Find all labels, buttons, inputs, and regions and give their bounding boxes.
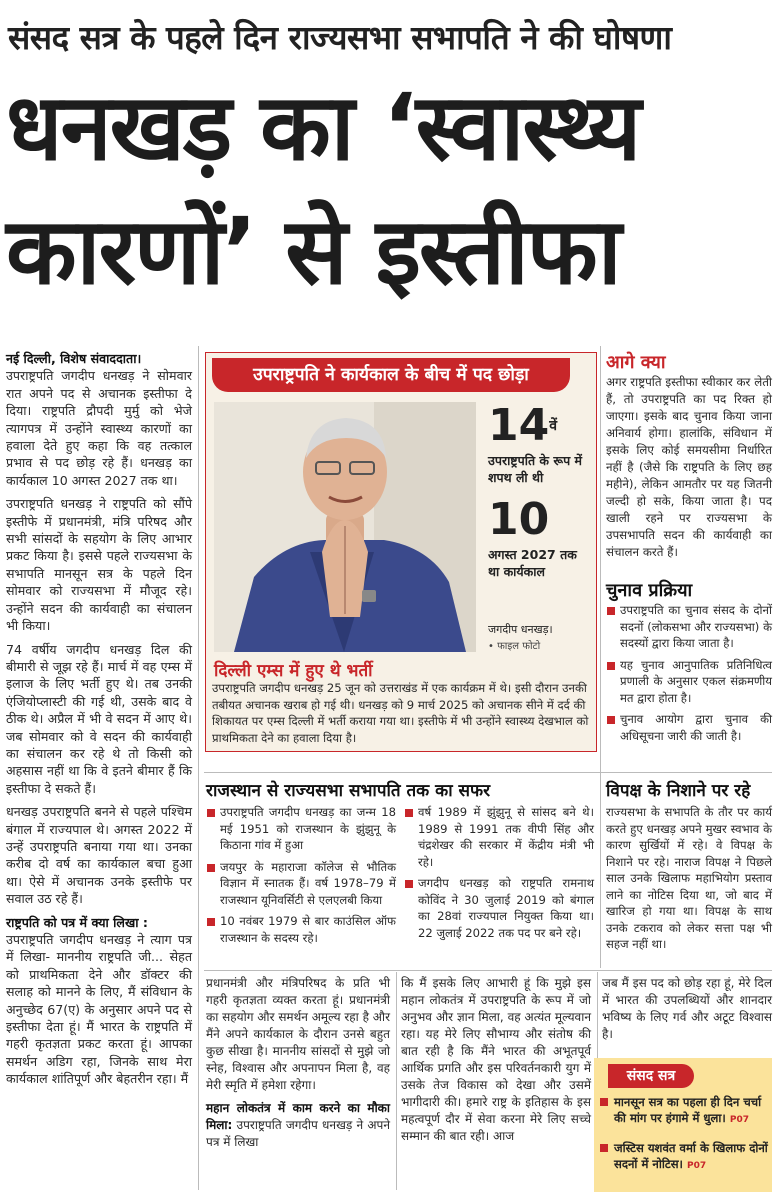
section-divider: [204, 772, 772, 773]
stat-1-suffix: वें: [549, 418, 558, 434]
letter-paragraph: जब मैं इस पद को छोड़ रहा हूं, मेरे दिल में भारत की उपलब्धियों और शानदार भविष्य के लिए गर्व और अटूट विश्वास है।: [602, 976, 772, 1041]
list-item: उपराष्ट्रपति जगदीप धनखड़ का जन्म 18 मई 1951 को राजस्थान के झुंझुनू के किठाना गांव में हुआ: [206, 804, 396, 854]
bullet-marker: [600, 1144, 608, 1152]
letter-column-2: [401, 975, 591, 1151]
letter-column-3: [602, 975, 772, 1049]
list-item: वर्ष 1989 में झुंझुनू से सांसद बने थे। 1989 से 1991 तक वीपी सिंह और चंद्रशेखर की सरकार में केंद्रीय मंत्री भी रहे।: [404, 804, 594, 870]
dateline: नई दिल्ली, विशेष संवाददाता।: [6, 351, 142, 366]
column-divider: [396, 972, 397, 1190]
stat-1-text: उपराष्ट्रपति के रूप में शपथ ली थी: [488, 453, 583, 485]
letter-paragraph: उपराष्ट्रपति जगदीप धनखड़ ने अपने पत्र में लिखा: [206, 1118, 390, 1149]
election-process-heading: चुनाव प्रक्रिया: [606, 580, 693, 601]
stat-2-number: 10: [488, 494, 550, 545]
column-divider: [600, 776, 601, 968]
session-item-1[interactable]: मानसून सत्र का पहला ही दिन चर्चा की मांग पर हंगामे में धुला। P07: [614, 1095, 762, 1125]
stat-2-text: अगस्त 2027 तक था कार्यकाल: [488, 547, 577, 579]
election-process-list: [606, 602, 772, 749]
column-divider: [198, 346, 199, 1190]
list-item: उपराष्ट्रपति का चुनाव संसद के दोनों सदनों (लोकसभा और राज्यसभा) के सदस्यों द्वारा किया जाता है।: [606, 602, 772, 652]
opposition-text: राज्यसभा के सभापति के तौर पर कार्य करते हुए धनखड़ अपने मुखर स्वभाव के कारण सुर्खियों में रहे। वे विपक्ष के निशाने पर रहे। नाराज विपक्ष ने पिछले साल उनके खिलाफ महाभियोग प्रस्ताव लाने का नोटिस दिया था, जो बाद में खारिज हो गया था। विपक्ष के साथ उनके टकराव को लेकर सत्ता पक्ष भी सहज नहीं था।: [606, 805, 772, 951]
journey-list-2: [404, 804, 594, 946]
opposition-heading: विपक्ष के निशाने पर रहे: [606, 781, 751, 801]
story-paragraph: 74 वर्षीय जगदीप धनखड़ दिल की बीमारी से जूझ रहे हैं। मार्च में वह एम्स में इलाज के लिए भर्ती हुए थे। तब उनकी एंजियोप्लास्टी की गई थी, उसके बाद वे ठीक थे। अप्रैल में भी वे सदन में आए थे। जब सोमवार को वे सदन की कार्यवाही का संचालन कर रहे थे तो किसी को अहसास नहीं था कि वे इतने बीमार हैं कि इस्तीफा दे सकते हैं।: [6, 641, 192, 796]
portrait-photo: [214, 402, 476, 652]
portrait-illustration: [214, 402, 476, 652]
aiims-text: उपराष्ट्रपति जगदीप धनखड़ 25 जून को उत्तराखंड में एक कार्यक्रम में थे। इसी दौरान उनकी तबीयत अचानक खराब हो गई थी। धनखड़ को 9 मार्च 2025 को अचानक सीने में दर्द की शिकायत पर एम्स दिल्ली में भर्ती कराया गया था। इस्तीफे में भी उन्होंने स्वास्थ्य देखभाल को प्राथमिकता देने का हवाला दिया है।: [212, 681, 589, 745]
aiims-heading: दिल्ली एम्स में हुए थे भर्ती: [214, 661, 373, 681]
story-paragraph: धनखड़ उपराष्ट्रपति बनने से पहले पश्चिम बंगाल में राज्यपाल थे। अगस्त 2022 में उन्हें उपराष्ट्रपति बनाया गया था। उनका करीब दो वर्ष का कार्यकाल बचा हुआ था। ऐसे में अचानक उनके इस्तीफे पर सवाल उठ रहे हैं।: [6, 804, 192, 907]
whats-next-heading: आगे क्या: [606, 352, 666, 373]
session-box-heading: संसद सत्र: [608, 1064, 694, 1088]
photo-caption-name: जगदीप धनखड़।: [488, 623, 553, 636]
journey-heading: राजस्थान से राज्यसभा सभापति तक का सफर: [206, 781, 491, 801]
session-item-2[interactable]: जस्टिस यशवंत वर्मा के खिलाफ दोनों सदनों में नोटिस। P07: [614, 1141, 768, 1171]
bullet-marker: [600, 1098, 608, 1106]
kicker-headline: संसद सत्र के पहले दिन राज्यसभा सभापति ने की घोषणा: [8, 18, 672, 57]
letter-paragraph: प्रधानमंत्री और मंत्रिपरिषद के प्रति भी गहरी कृतज्ञता व्यक्त करता हूं। प्रधानमंत्री का सहयोग और समर्थन अमूल्य रहा है और मैंने अपने कार्यकाल के दौरान उनसे बहुत कुछ सीखा है। माननीय सांसदों से मुझे जो स्नेह, विश्वास और अपनापन मिला है, वह मेरी स्मृति में हमेशा रहेगा।: [206, 976, 390, 1092]
column-divider: [600, 346, 601, 782]
left-column: [6, 350, 192, 1094]
list-item: 10 नवंबर 1979 से बार काउंसिल ऑफ राजस्थान के सदस्य रहे।: [206, 913, 396, 946]
list-item: जयपुर के महाराजा कॉलेज से भौतिक विज्ञान में स्नातक हैं। वर्ष 1978–79 में राजस्थान यूनिवर्सिटी से एलएलबी किया: [206, 859, 396, 909]
letter-column-1: [206, 975, 390, 1151]
stat-1-number: $14^{वें}$: [488, 400, 558, 451]
letter-subhead-2: महान लोकतंत्र में काम करने का मौका मिला:: [206, 1101, 390, 1132]
headline-line-2: कारणों’ से इस्तीफा: [6, 198, 620, 305]
list-item: यह चुनाव आनुपातिक प्रतिनिधित्व प्रणाली के अनुसार एकल संक्रमणीय मत द्वारा होता है।: [606, 657, 772, 707]
letter-paragraph: कि मैं इसके लिए आभारी हूं कि मुझे इस महान लोकतंत्र में उपराष्ट्रपति के रूप में जो अनुभव और ज्ञान मिला, वह अत्यंत मूल्यवान रहा। यह मेरे लिए सौभाग्य और संतोष की बात रही है कि मैंने भारत की अभूतपूर्व आर्थिक प्रगति और इस परिवर्तनकारी युग में उसके तेज विकास को देखा और उसमें भागीदारी की। हमारे राष्ट्र के इतिहास के इस महत्वपूर्ण दौर में सेवा करना मेरे लिए सच्चे सम्मान की बात रही। आज: [401, 976, 591, 1143]
section-divider: [204, 970, 772, 971]
photo-caption-credit: • फाइल फोटो: [488, 641, 541, 652]
list-item: चुनाव आयोग द्वारा चुनाव की अधिसूचना जारी की जाती है।: [606, 711, 772, 744]
story-paragraph: उपराष्ट्रपति धनखड़ ने राष्ट्रपति को सौंपे इस्तीफे में प्रधानमंत्री, मंत्रि परिषद और सभी सांसदों के सहयोग के लिए आभार प्रकट किया है। इससे पहले राज्यसभा के सभापति मानसून सत्र के पहले दिन सोमवार को राज्यसभा में मौजूद रहे। उन्होंने सदन की कार्यवाही का संचालन भी किया।: [6, 496, 192, 634]
page-ref: P07: [729, 1115, 749, 1125]
headline-line-1: धनखड़ का ‘स्वास्थ्य: [6, 74, 640, 181]
photo-box-banner: उपराष्ट्रपति ने कार्यकाल के बीच में पद छोड़ा: [212, 358, 570, 392]
list-item: जगदीप धनखड़ को राष्ट्रपति रामनाथ कोविंद ने 30 जुलाई 2019 को बंगाल का 28वां राज्यपाल नियुक्त किया था। 22 जुलाई 2022 तक पद पर बने रहे।: [404, 875, 594, 941]
journey-list-1: [206, 804, 396, 951]
page-ref: P07: [687, 1161, 707, 1171]
story-paragraph: उपराष्ट्रपति जगदीप धनखड़ ने सोमवार रात अपने पद से अचानक इस्तीफा दे दिया। राष्ट्रपति द्रौपदी मुर्मु को भेजे त्यागपत्र में उन्होंने स्वास्थ्य कारणों का हवाला देते हुए कहा कि वह तत्काल प्रभाव से पद छोड़ रहे हैं। धनखड़ का कार्यकाल 10 अगस्त 2027 तक था।: [6, 368, 192, 488]
whats-next-text: अगर राष्ट्रपति इस्तीफा स्वीकार कर लेती हैं, तो उपराष्ट्रपति का पद रिक्त हो जाएगा। इसके बाद चुनाव किया जाना अनिवार्य होगा। हालांकि, संविधान में इसके लिए कोई समयसीमा निर्धारित नहीं है (जैसे कि राष्ट्रपति के लिए छह महीने), लेकिन आमतौर पर यह जितनी जल्दी हो सके, किया जाता है। पद खाली रहने पर राज्यसभा के उपसभापति सदन की कार्यवाही का संचालन करते हैं।: [606, 375, 772, 559]
letter-subhead: राष्ट्रपति को पत्र में क्या लिखा :: [6, 914, 148, 930]
story-paragraph: उपराष्ट्रपति जगदीप धनखड़ ने त्याग पत्र में लिखा- माननीय राष्ट्रपति जी... सेहत को प्राथमिकता देने और डॉक्टर की सलाह को मानने के लिए, मैं संविधान के अनुच्छेद 67(ए) के अनुसार अपने पद से इस्तीफा देता हूं। मैं भारत के राष्ट्रपति में गहरी कृतज्ञता प्रकट करता हूं। आपका समर्थन अडिग रहा, जिनके साथ मेरा कार्यकाल शांतिपूर्ण और बेहतरीन रहा। मैं: [6, 932, 192, 1087]
